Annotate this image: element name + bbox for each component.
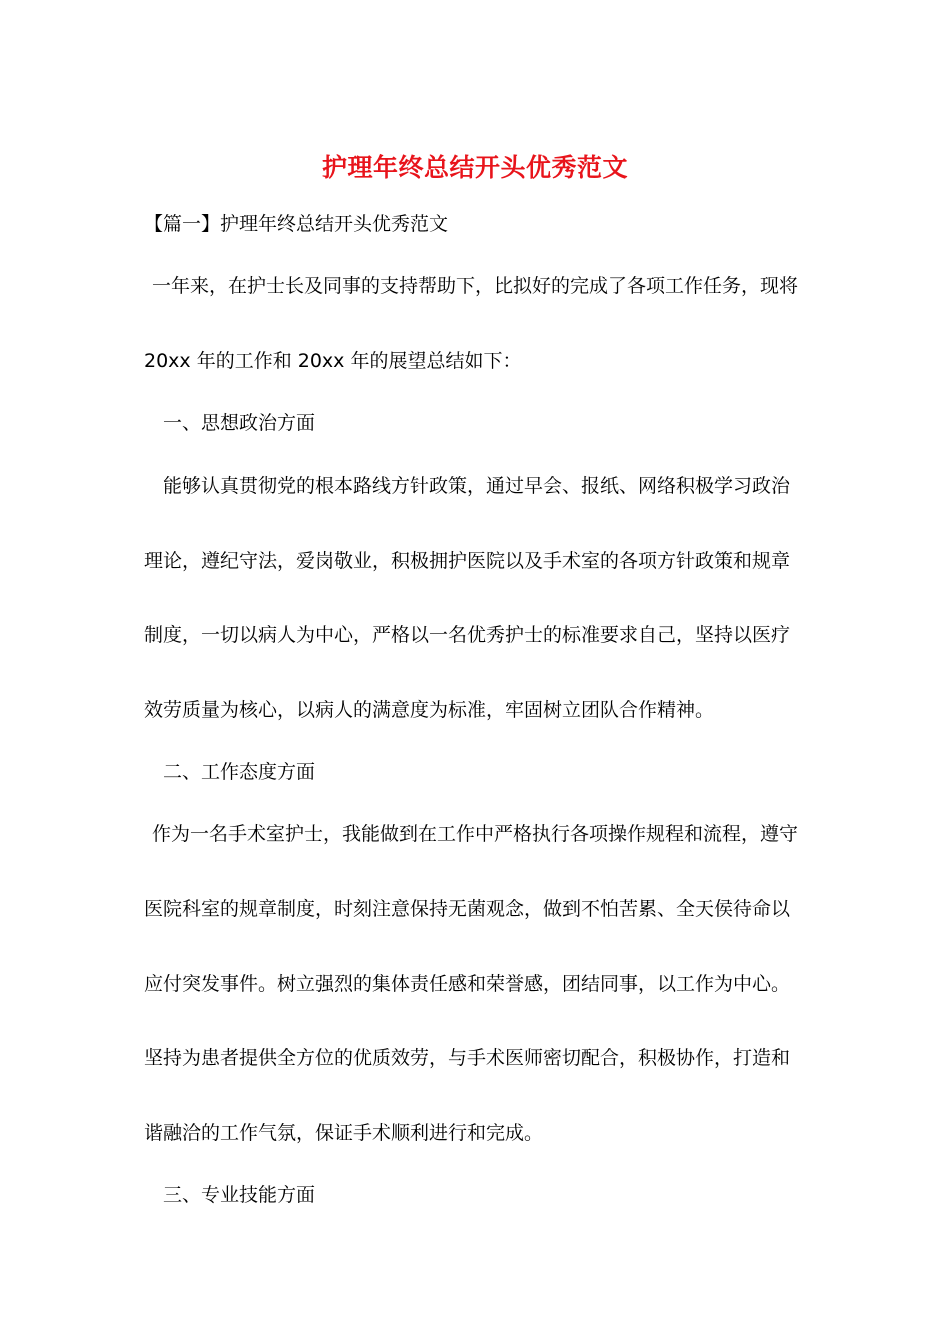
paragraph-line: 坚持为患者提供全方位的优质效劳，与手术医师密切配合，积极协作，打造和	[144, 1047, 791, 1069]
paragraph-line: 效劳质量为核心，以病人的满意度为标准，牢固树立团队合作精神。	[144, 699, 715, 721]
paragraph-line: 能够认真贯彻党的根本路线方针政策，通过早会、报纸、网络积极学习政治	[163, 475, 791, 497]
paragraph-line: 一年来，在护士长及同事的支持帮助下，比拟好的完成了各项工作任务，现将	[152, 275, 799, 297]
section-heading-attitude: 二、工作态度方面	[163, 761, 316, 783]
document-title: 护理年终总结开头优秀范文	[321, 153, 628, 182]
paragraph-line: 作为一名手术室护士，我能做到在工作中严格执行各项操作规程和流程，遵守	[152, 823, 799, 845]
section-heading-politics: 一、思想政治方面	[163, 412, 316, 434]
paragraph-line: 医院科室的规章制度，时刻注意保持无菌观念，做到不怕苦累、全天侯待命以	[144, 898, 791, 920]
paragraph-line: 谐融洽的工作气氛，保证手术顺利进行和完成。	[144, 1122, 544, 1144]
paragraph-line: 应付突发事件。树立强烈的集体责任感和荣誉感，团结同事，以工作为中心。	[144, 973, 791, 995]
paragraph-line: 理论，遵纪守法，爱岗敬业，积极拥护医院以及手术室的各项方针政策和规章	[144, 550, 791, 572]
paragraph-line: 20xx 年的工作和 20xx 年的展望总结如下：	[144, 350, 522, 372]
article-heading: 【篇一】护理年终总结开头优秀范文	[144, 213, 449, 235]
paragraph-line: 制度，一切以病人为中心，严格以一名优秀护士的标准要求自己，坚持以医疗	[144, 624, 791, 646]
section-heading-skills: 三、专业技能方面	[163, 1184, 316, 1206]
